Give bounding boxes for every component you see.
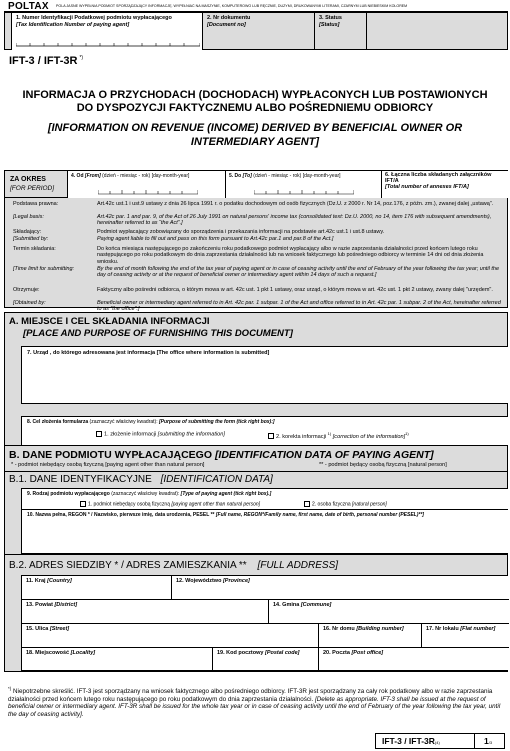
section-b2-title-pl: B.2. ADRES SIEDZIBY * / ADRES ZAMIESZKANIA ** — [9, 560, 247, 571]
info-legal-basis-label: Podstawa prawna: — [13, 201, 59, 207]
field-tax-office[interactable] — [21, 346, 508, 404]
period-to-label-en: [To] — [242, 173, 252, 179]
purpose-correction-checkbox[interactable] — [268, 433, 274, 439]
form-code — [9, 55, 83, 67]
field-tax-office-label: 7. Urząd , do którego adresowana jest informacja [The office where information is submitted] — [27, 350, 270, 356]
district-label: 13. Powiat — [26, 602, 53, 608]
info-deadline-en-text: By the end of month following the end of the tax year of paying agent or in case of ceasing activity until the end of February of the year following the tax year; until the day of ceasing activity or at the request of beneficial owner or intermediary agent within 14 days of such a request.] — [97, 266, 500, 279]
page-number — [484, 736, 492, 746]
section-b-note-2: ** - podmiot będący osobą fizyczną [natural person] — [319, 462, 447, 468]
period-from-ticks — [98, 187, 198, 195]
annex-label-en: [Total number of annexes IFT/A] — [385, 184, 469, 190]
address-grid — [21, 575, 508, 671]
field-district[interactable] — [22, 600, 269, 624]
district-label-en: [District] — [54, 602, 78, 608]
poltax-brand: POLTAX — [8, 1, 49, 12]
province-label-en: [Province] — [222, 578, 250, 584]
period-from-label-en: [From] — [84, 173, 101, 179]
info-block — [4, 198, 508, 313]
agent-natural-person-checkbox[interactable] — [304, 501, 310, 507]
purpose-label: 8. Cel złożenia formularza — [27, 419, 89, 425]
agent-legal-person-label-en: [paying agent other than natural person] — [171, 501, 261, 508]
period-from-label: 4. Od — [71, 173, 84, 179]
section-b-title-en: [IDENTIFICATION DATA OF PAYING AGENT] — [214, 449, 434, 461]
section-a-title-en: [PLACE AND PURPOSE OF FURNISHING THIS DOCUMENT] — [23, 328, 293, 339]
field-period-from[interactable] — [67, 171, 226, 198]
agent-legal-person-label: 1. podmiot niebędący osobą fizyczną — [88, 501, 170, 508]
page-number-divider — [474, 734, 475, 748]
section-a — [4, 312, 508, 446]
field-doc-no[interactable] — [203, 13, 315, 50]
province-label: 12. Województwo — [176, 578, 222, 584]
street-label-en: [Street] — [49, 626, 70, 632]
section-a-title: A. MIEJSCE I CEL SKŁADANIA INFORMACJI — [9, 316, 210, 327]
agent-natural-person-label: 2. osoba fizyczna — [312, 501, 351, 508]
country-label-en: [Country] — [47, 578, 72, 584]
section-b-note-1: * - podmiot niebędący osobą fizyczną [paying agent other than natural person] — [11, 462, 205, 468]
flat-no-label: 17. Nr lokalu — [426, 626, 459, 632]
postal-code-label-en: [Postal code] — [264, 650, 300, 656]
field-nip-sublabel: [Tax Identification Number of paying agent] — [16, 22, 130, 28]
info-recipient-label: Otrzymuje: — [13, 287, 40, 293]
page-num: 1 — [484, 736, 489, 746]
info-legal-basis-en-label: [Legal basis: — [13, 214, 44, 220]
page-total: /3 — [488, 740, 493, 745]
purpose-hint: (zaznaczyć właściwy kwadrat): — [89, 419, 158, 425]
postal-code-label: 19. Kod pocztowy — [217, 650, 264, 656]
purpose-correction-sup: 1) — [327, 431, 332, 436]
locality-label: 18. Miejscowość — [26, 650, 70, 656]
field-doc-no-sublabel: [Document no] — [207, 22, 246, 28]
title-pl-2: DO DYSPOZYCJI FAKTYCZNEMU ALBO POŚREDNIEMU ODBIORCY — [76, 102, 434, 114]
purpose-correction-label: 2. korekta informacji — [276, 433, 327, 440]
field-flat-no[interactable] — [422, 624, 509, 648]
section-b2-title — [9, 560, 338, 571]
annex-label: 6. Łączna liczba składanych załączników IFT/A — [385, 172, 492, 185]
agent-natural-person-label-en: [natural person] — [352, 501, 387, 508]
field-agent-type — [21, 488, 508, 510]
footnote-mark: *) — [8, 686, 12, 691]
field-province[interactable] — [172, 576, 509, 600]
title-pl-1: INFORMACJA O PRZYCHODACH (DOCHODACH) WYPŁACONYCH LUB POSTAWIONYCH — [22, 89, 488, 101]
info-recipient-en-text: Beneficial owner or intermediary agent referred to in Art. 42c par. 1 subpar. 1 of the Act and office referred to in Art. 42c par. 1 subpar. 2 of the Act, hereinafter referred to as “the office”.] — [97, 300, 501, 313]
purpose-label-en: [Purpose of submitting the form (tick right box):] — [159, 419, 275, 425]
flat-no-label-en: [Flat number] — [460, 626, 496, 632]
section-b-title-pl: B. DANE PODMIOTU WYPŁACAJĄCEGO — [9, 449, 213, 461]
section-b1-title — [9, 474, 273, 485]
field-agent-name[interactable] — [21, 510, 508, 554]
field-status-sublabel: [Status] — [319, 22, 340, 28]
agent-type-label: 9. Rodzaj podmiotu wypłacającego — [27, 491, 110, 497]
section-b2-title-en: [FULL ADDRESS] — [257, 560, 339, 571]
form-code-text: IFT-3 / IFT-3R — [9, 55, 78, 67]
period-from-hint: (dzień - miesiąc - rok) [day-month-year] — [102, 173, 190, 179]
info-submitter-label: Składający: — [13, 229, 42, 235]
section-b2 — [4, 555, 508, 672]
field-doc-no-label: 2. Nr dokumentu — [207, 15, 251, 21]
field-status[interactable] — [315, 13, 367, 50]
period-label: ZA OKRES — [10, 176, 46, 183]
field-postal-code[interactable] — [213, 648, 319, 671]
footer-box — [375, 733, 505, 749]
nip-digit-ticks — [16, 41, 200, 47]
locality-label-en: [Locality] — [70, 650, 96, 656]
agent-name-label: 10. Nazwa pełna, REGON * / Nazwisko, pierwsze imię, data urodzenia, PESEL ** — [27, 512, 215, 518]
period-block — [4, 170, 508, 198]
field-building-no[interactable] — [319, 624, 422, 648]
period-to-label: 5. Do — [229, 173, 242, 179]
info-recipient-en-label: [Obtained by: — [13, 300, 46, 306]
info-submitter-en-text: Paying agent liable to fill out and pass on this form pursuant to Art.42c par.1 and par.8 of the Act.] — [97, 236, 334, 242]
building-no-label: 16. Nr domu — [323, 626, 355, 632]
field-period-to[interactable] — [226, 171, 382, 198]
post-office-label-en: [Post office] — [351, 650, 384, 656]
field-street[interactable] — [22, 624, 319, 648]
period-label-en: [FOR PERIOD] — [10, 185, 55, 192]
section-b1-title-pl: B.1. DANE IDENTYFIKACYJNE — [9, 474, 152, 485]
field-nip[interactable] — [11, 13, 203, 50]
info-deadline-label: Termin składania: — [13, 246, 56, 252]
title-en-1: [INFORMATION ON REVENUE (INCOME) DERIVED BY BENEFICIAL OWNER OR — [47, 122, 463, 134]
info-deadline-en-label: [Time limit for submitting: — [13, 266, 75, 272]
period-to-hint: (dzień - miesiąc - rok) [day-month-year] — [253, 173, 341, 179]
street-label: 15. Ulica — [26, 626, 49, 632]
info-recipient-text: Faktyczny albo pośredni odbiorca, o którym mowa w art. 42c ust. 1 pkt 1 ustawy, oraz urząd, o którym mowa w art. 42c ust. 1 pkt 2 ustawy, zwany dalej "urzędem". — [97, 287, 493, 293]
agent-type-hint: (zaznaczyć właściwy kwadrat): — [111, 491, 180, 497]
field-annex-count[interactable] — [382, 171, 508, 198]
info-legal-basis-text: Art.42c ust.1 i ust.9 ustawy z dnia 26 lipca 1991 r. o podatku dochodowym od osób fizycznych (Dz.U. z 2000 r. Nr 14, poz.176, z późn. zm.), zwanej dalej „ustawą”. — [97, 201, 494, 207]
purpose-correction-label-en: [correction of the information] — [332, 433, 406, 440]
info-submitter-text: Podmiot wypłacający zobowiązany do sporządzenia i przekazania informacji na podstawie art.42c ust.1 i ust.8 ustawy. — [97, 229, 385, 235]
purpose-submit-label-en: [submitting the information] — [157, 431, 225, 438]
section-b — [4, 446, 508, 555]
footer-form-code — [382, 736, 440, 746]
purpose-correction-en-sup: 1) — [405, 431, 409, 436]
purpose-submit-checkbox[interactable] — [96, 431, 102, 437]
section-b1-rule — [5, 471, 508, 472]
header-fields — [4, 12, 508, 50]
field-locality[interactable] — [22, 648, 213, 671]
section-b1-title-en: [IDENTIFICATION DATA] — [160, 474, 273, 485]
country-label: 11. Kraj — [26, 578, 46, 584]
footnote-text-en: [Delete as appropriate. IFT-3 shall be issued at the request of beneficial owner or intermediary agent. IFT-3R shall be issued for the whole tax year or in case of ceasing activity until the end of February of the year following the tax year, until the day of ceasing activity]. — [8, 695, 501, 718]
period-to-ticks — [254, 187, 354, 195]
footer-code-text: IFT-3 / IFT-3R — [382, 736, 435, 746]
field-commune[interactable] — [269, 600, 509, 624]
agent-name-label-en: [Full name, REGON*/Family name, first name, date of birth, personal number (PESEL)**] — [215, 512, 424, 518]
info-deadline-text: Do końca miesiąca następującego po zakończeniu roku podatkowego podmiot wypłacający albo w razie zaprzestania działalności przed końcem lutego roku następującego po roku podatkowym do dnia zaprzestania działalności lub na wniosek faktycznego lub pośredniego odbiorcy w terminie 14 dni od dnia złożenia wniosku. — [97, 246, 484, 265]
field-country[interactable] — [22, 576, 172, 600]
field-post-office[interactable] — [319, 648, 509, 671]
info-submitter-en-label: [Submitted by: — [13, 236, 49, 242]
building-no-label-en: [Building number] — [356, 626, 404, 632]
header-notice: POLA JASNE WYPEŁNIA PODMIOT SPORZĄDZAJĄCY INFORMACJĘ. WYPEŁNIAĆ NA MASZYNIE, KOMPUTEROWO LUB RĘCZNIE, DUŻYMI, DRUKOWANYMI LITERAMI, CZARNYM LUB NIEBIESKIM KOLOREM — [56, 4, 408, 8]
agent-legal-person-checkbox[interactable] — [80, 501, 86, 507]
title-en-2: INTERMEDIARY AGENT] — [190, 136, 320, 148]
field-purpose — [21, 416, 508, 446]
commune-label: 14. Gmina — [273, 602, 300, 608]
section-b-title — [9, 449, 434, 461]
footnote-text: Niepotrzebne skreślić. IFT-3 jest sporządzany na wniosek faktycznego albo pośredniego odbiorcy. IFT-3R jest sporządzany za cały rok podatkowy albo w razie zaprzestania działalności przed końcem lutego roku następującego po roku podatkowym do dnia zaprzestania działalności. — [8, 688, 493, 703]
footnote — [8, 685, 504, 718]
info-legal-basis-en-text: Art.42c par. 1 and par. 9, of the Act of 26 July 1991 on natural persons' income tax (consolidated text: Dz.U. 2000, no 14, item 176 with subsequent amendments), hereinafter referred to as “the Act”.] — [97, 214, 492, 227]
form-code-sup: *) — [79, 55, 84, 62]
field-status-label: 3. Status — [319, 15, 342, 21]
agent-type-label-en: [Type of paying agent (tick right box).] — [180, 491, 272, 497]
post-office-label: 20. Poczta — [323, 650, 350, 656]
field-nip-label: 1. Numer Identyfikacji Podatkowej podmiotu wypłacającego — [16, 15, 172, 21]
purpose-submit-label: 1. złożenie informacji — [104, 431, 157, 438]
commune-label-en: [Commune] — [300, 602, 332, 608]
footer-version: (4) — [434, 740, 440, 745]
